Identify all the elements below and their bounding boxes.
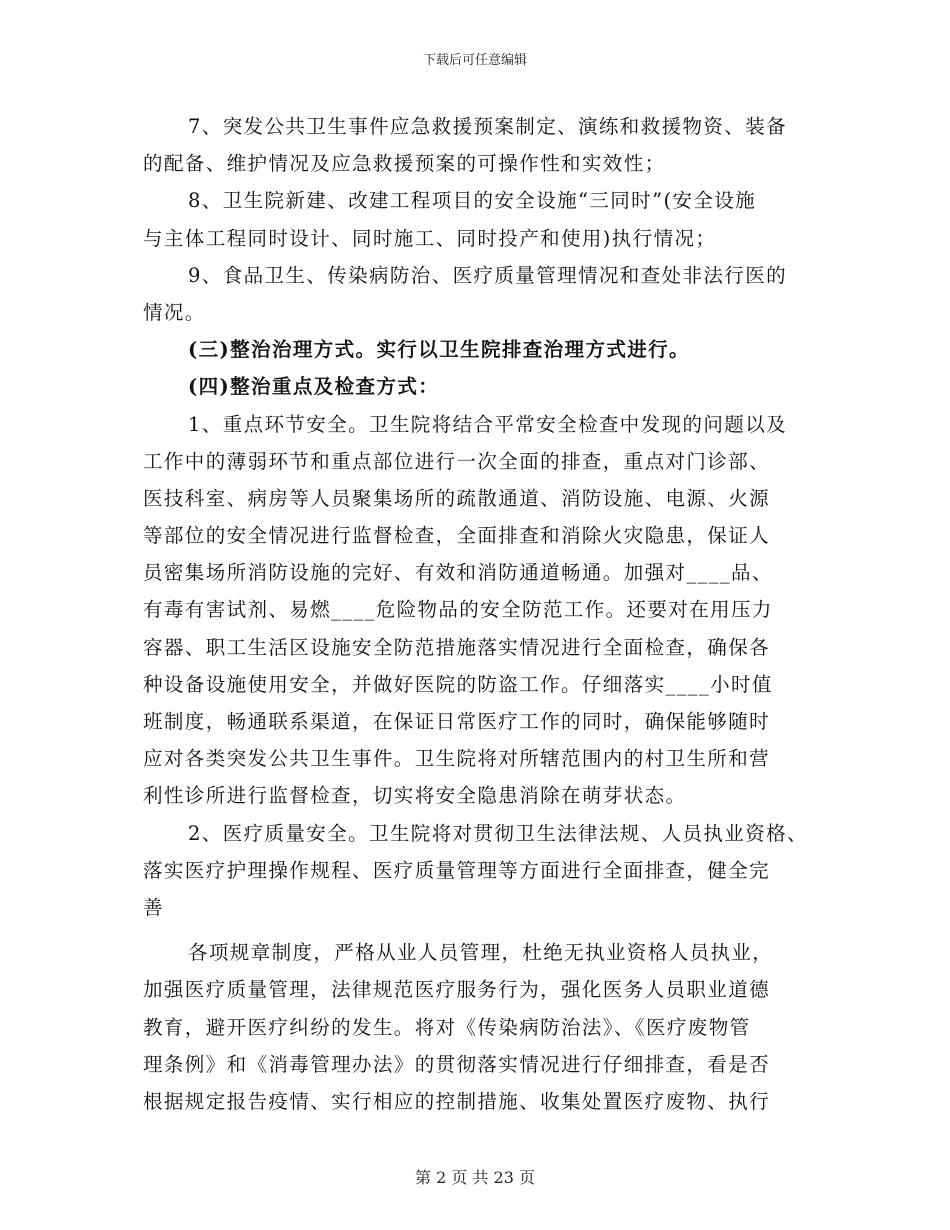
paragraph-line: 教育，避开医疗纠纷的发生。将对《传染病防治法》、《医疗废物管: [143, 1015, 751, 1039]
paragraph-line: 情况。: [143, 300, 206, 324]
paragraph-line: 员密集场所消防设施的完好、有效和消防通道畅通。加强对____品、: [143, 561, 773, 585]
paragraph-line: 加强医疗质量管理，法律规范医疗服务行为，强化医务人员职业道德: [143, 978, 771, 1002]
paragraph-line: 种设备设施使用安全，并做好医院的防盗工作。仔细落实____小时值: [143, 672, 773, 696]
section-heading: (四)整治重点及检查方式：: [188, 375, 440, 399]
paragraph-line: 善: [143, 895, 164, 919]
paragraph-line: 8、卫生院新建、改建工程项目的安全设施“三同时”(安全设施: [188, 189, 757, 213]
paragraph-line: 应对各类突发公共卫生事件。卫生院将对所辖范围内的村卫生所和营: [143, 747, 771, 771]
paragraph-line: 等部位的安全情况进行监督检查，全面排查和消除火灾隐患，保证人: [143, 524, 771, 548]
paragraph-line: 利性诊所进行监督检查，切实将安全隐患消除在萌芽状态。: [143, 784, 687, 808]
paragraph-line: 医技科室、病房等人员聚集场所的疏散通道、消防设施、电源、火源: [143, 486, 771, 510]
paragraph-line: 各项规章制度，严格从业人员管理，杜绝无执业资格人员执业，: [188, 941, 774, 965]
paragraph-line: 有毒有害试剂、易燃____危险物品的安全防范工作。还要对在用压力: [143, 598, 773, 622]
paragraph-line: 容器、职工生活区设施安全防范措施落实情况进行全面检查，确保各: [143, 635, 771, 659]
paragraph-line: 9、食品卫生、传染病防治、医疗质量管理情况和查处非法行医的: [188, 263, 788, 287]
paragraph-line: 与主体工程同时设计、同时施工、同时投产和使用)执行情况；: [143, 226, 717, 250]
paragraph-line: 根据规定报告疫情、实行相应的控制措施、收集处置医疗废物、执行: [143, 1089, 771, 1113]
paragraph-line: 1、重点环节安全。卫生院将结合平常安全检查中发现的问题以及: [188, 412, 788, 436]
paragraph-line: 的配备、维护情况及应急救援预案的可操作性和实效性；: [143, 152, 666, 176]
paragraph-line: 落实医疗护理操作规程、医疗质量管理等方面进行全面排查，健全完: [143, 858, 771, 882]
section-heading: (三)整治治理方式。实行以卫生院排查治理方式进行。: [188, 338, 690, 362]
paragraph-line: 7、突发公共卫生事件应急救援预案制定、演练和救援物资、装备: [188, 115, 788, 138]
page-header: 下载后可任意编辑: [422, 53, 527, 68]
paragraph-line: 工作中的薄弱环节和重点部位进行一次全面的排查，重点对门诊部、: [143, 449, 771, 473]
paragraph-line: 班制度，畅通联系渠道，在保证日常医疗工作的同时，确保能够随时: [143, 710, 771, 733]
page-number: 第 2 页 共 23 页: [415, 1168, 535, 1187]
document-body: [143, 108, 823, 1120]
paragraph-line: 理条例》和《消毒管理办法》的贯彻落实情况进行仔细排查，看是否: [143, 1052, 771, 1076]
paragraph-gap: [143, 926, 823, 934]
paragraph-line: 2、医疗质量安全。卫生院将对贯彻卫生法律法规、人员执业资格、: [188, 821, 808, 845]
